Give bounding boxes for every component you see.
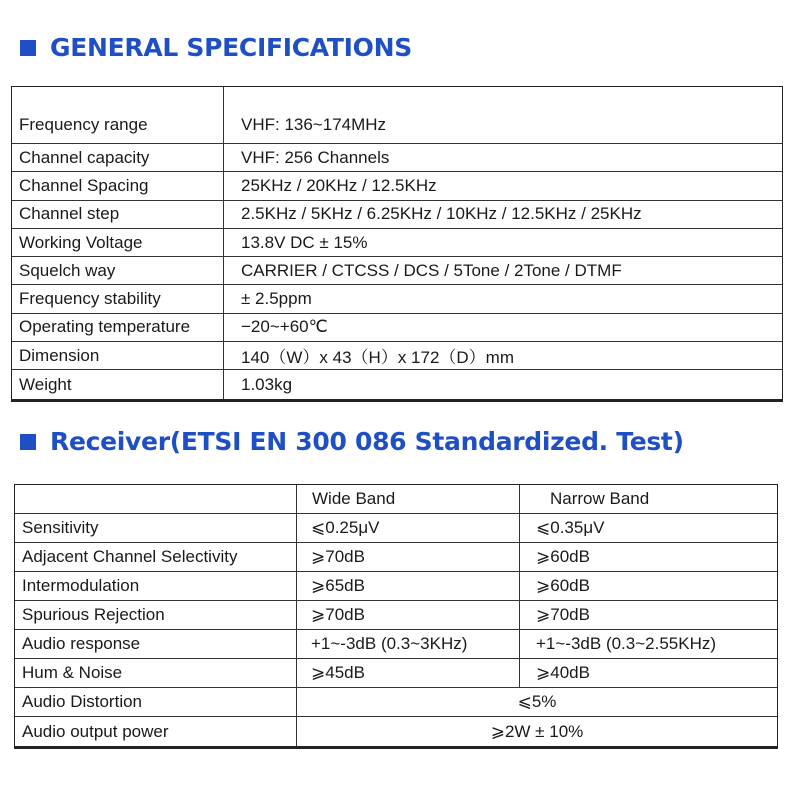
general-specifications-table <box>11 86 783 402</box>
receiver-label: Sensitivity <box>15 514 297 543</box>
receiver-label: Intermodulation <box>15 572 297 601</box>
receiver-label: Adjacent Channel Selectivity <box>15 543 297 572</box>
spanned-value: ⩾2W ± 10% <box>490 721 584 741</box>
spec-label: Working Voltage <box>12 229 224 257</box>
wide-band-value: +1~-3dB (0.3~3KHz) <box>297 630 520 659</box>
narrow-band-value: ⩾60dB <box>520 543 777 572</box>
spec-value: 140（W）x 43（H）x 172（D）mm <box>224 342 782 370</box>
receiver-label: Hum & Noise <box>15 659 297 688</box>
receiver-label: Audio output power <box>15 717 297 746</box>
receiver-table <box>14 484 778 749</box>
bullet-square-icon <box>20 40 36 56</box>
spanned-value: ⩽5% <box>297 688 777 717</box>
narrow-band-value: ⩾60dB <box>520 572 777 601</box>
general-specifications-title: GENERAL SPECIFICATIONS <box>50 33 412 62</box>
spec-label: Dimension <box>12 342 224 370</box>
spec-value: 25KHz / 20KHz / 12.5KHz <box>224 172 782 200</box>
wide-band-value: ⩾65dB <box>297 572 520 601</box>
spec-value: 13.8V DC ± 15% <box>224 229 782 257</box>
wide-band-header: Wide Band <box>297 485 520 514</box>
spec-label: Channel step <box>12 201 224 229</box>
spec-value: 1.03kg <box>241 374 293 394</box>
receiver-header-blank <box>15 485 297 514</box>
spec-label: Frequency range <box>12 87 224 144</box>
receiver-label: Audio response <box>15 630 297 659</box>
spec-label: Channel capacity <box>12 144 224 172</box>
wide-band-value: ⩽0.25μV <box>297 514 520 543</box>
narrow-band-value: ⩽0.35μV <box>520 514 777 543</box>
narrow-band-value: ⩾70dB <box>520 601 777 630</box>
wide-band-value: ⩾70dB <box>297 543 520 572</box>
spec-label: Weight <box>12 370 224 398</box>
spec-label: Squelch way <box>12 257 224 285</box>
spec-value: −20~+60℃ <box>224 314 782 342</box>
spec-value: 2.5KHz / 5KHz / 6.25KHz / 10KHz / 12.5KHz / 25KHz <box>224 201 782 229</box>
spec-label: Channel Spacing <box>12 172 224 200</box>
narrow-band-value: +1~-3dB (0.3~2.55KHz) <box>520 630 777 659</box>
spec-value: VHF: 136~174MHz <box>224 87 782 144</box>
receiver-title: Receiver(ETSI EN 300 086 Standardized. Test) <box>50 427 684 456</box>
spec-value: CARRIER / CTCSS / DCS / 5Tone / 2Tone / DTMF <box>224 257 782 285</box>
bullet-square-icon <box>20 434 36 450</box>
spec-label: Frequency stability <box>12 285 224 313</box>
receiver-label: Spurious Rejection <box>15 601 297 630</box>
narrow-band-header: Narrow Band <box>520 485 777 514</box>
spec-value: VHF: 256 Channels <box>224 144 782 172</box>
receiver-heading <box>20 427 684 456</box>
spec-label: Operating temperature <box>12 314 224 342</box>
wide-band-value: ⩾45dB <box>297 659 520 688</box>
spec-value: ± 2.5ppm <box>224 285 782 313</box>
narrow-band-value: ⩾40dB <box>520 659 777 688</box>
wide-band-value: ⩾70dB <box>297 601 520 630</box>
general-specifications-heading <box>20 33 412 62</box>
receiver-label: Audio Distortion <box>15 688 297 717</box>
